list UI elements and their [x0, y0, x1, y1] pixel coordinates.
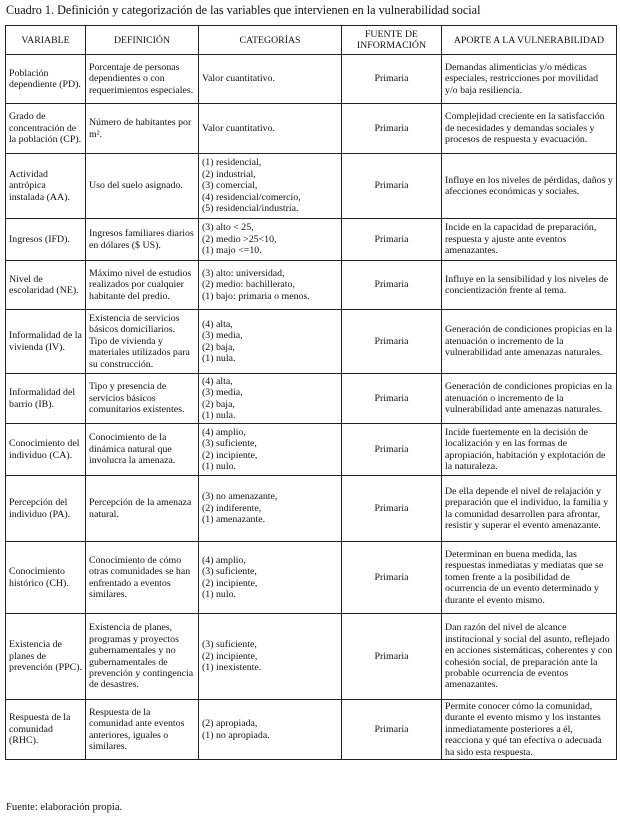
- cell-variable: Informalidad del barrio (IB).: [6, 374, 86, 424]
- table-caption: Cuadro 1. Definición y categorización de las variables que intervienen en la vulnerabilidad social: [6, 3, 481, 17]
- cell-fuente: Primaria: [342, 310, 442, 374]
- category-item: (1) nula.: [202, 409, 236, 421]
- header-row: [6, 26, 617, 55]
- cell-fuente: Primaria: [342, 614, 442, 700]
- cell-definicion: Ingresos familiares diarios en dólares ($ US).: [86, 219, 199, 261]
- table-row: [6, 261, 617, 310]
- cell-aporte: Incide fuertemente en la decisión de localización y en las formas de apropiación, habitación y explotación de la naturaleza.: [442, 424, 617, 476]
- category-item: (2) baja,: [202, 398, 235, 410]
- table-row: [6, 219, 617, 261]
- cell-aporte: Influye en la sensibilidad y los niveles de concientización frente al tema.: [442, 261, 617, 310]
- cell-variable: Actividad antrópica instalada (AA).: [6, 154, 86, 219]
- category-item: (2) indiferente,: [202, 502, 262, 514]
- category-item: (1) bajo: primaria o menos.: [202, 290, 310, 302]
- category-item: (1) nulo.: [202, 588, 237, 600]
- cell-categorias: [199, 542, 342, 614]
- category-item: (2) medio >25<10,: [202, 233, 277, 245]
- cell-fuente: Primaria: [342, 104, 442, 154]
- cell-definicion: Máximo nivel de estudios realizados por cualquier habitante del predio.: [86, 261, 199, 310]
- category-item: (2) medio: bachillerato,: [202, 279, 295, 291]
- category-item: (3) media,: [202, 330, 243, 342]
- category-item: (2) incipiente,: [202, 577, 258, 589]
- cell-variable: Ingresos (IFD).: [6, 219, 86, 261]
- category-item: (1) amenazante.: [202, 514, 266, 526]
- cell-definicion: Conocimiento de la dinámica natural que involucra la amenaza.: [86, 424, 199, 476]
- category-item: (3) suficiente,: [202, 639, 257, 651]
- cell-definicion: Conocimiento de cómo otras comunidades se han enfrentado a eventos similares.: [86, 542, 199, 614]
- category-item: (2) apropiada,: [202, 718, 258, 730]
- cell-variable: Población dependiente (PD).: [6, 55, 86, 104]
- cell-fuente: Primaria: [342, 219, 442, 261]
- variables-table: [5, 25, 617, 760]
- category-item: (3) no amenazante,: [202, 491, 278, 503]
- category-item: (2) industrial,: [202, 168, 256, 180]
- category-item: (4) alta,: [202, 375, 233, 387]
- cell-variable: Informalidad de la vivienda (IV).: [6, 310, 86, 374]
- table-row: [6, 476, 617, 542]
- category-item: (1) majo <=10.: [202, 245, 262, 257]
- header-aporte: APORTE A LA VULNERABILIDAD: [442, 26, 617, 55]
- cell-categorias: [199, 104, 342, 154]
- cell-definicion: Uso del suelo asignado.: [86, 154, 199, 219]
- cell-categorias: [199, 476, 342, 542]
- category-item: (2) incipiente,: [202, 449, 258, 461]
- cell-aporte: Incide en la capacidad de preparación, respuesta y ajuste ante eventos amenazantes.: [442, 219, 617, 261]
- category-item: (3) comercial,: [202, 180, 258, 192]
- cell-variable: Nivel de escolaridad (NE).: [6, 261, 86, 310]
- cell-fuente: Primaria: [342, 476, 442, 542]
- category-item: (3) alto: universidad,: [202, 267, 285, 279]
- cell-categorias: [199, 424, 342, 476]
- category-item: (2) baja,: [202, 341, 235, 353]
- table-row: [6, 542, 617, 614]
- category-item: (1) nulo.: [202, 460, 237, 472]
- cell-categorias: [199, 154, 342, 219]
- cell-variable: Percepción del individuo (PA).: [6, 476, 86, 542]
- category-item: (5) residencial/industria.: [202, 203, 299, 215]
- cell-aporte: Determinan en buena medida, las respuestas inmediatas y mediatas que se tomen frente a la posibilidad de ocurrencia de un evento determinado y durante el evento mismo.: [442, 542, 617, 614]
- category-item: (4) amplio,: [202, 554, 246, 566]
- table-row: [6, 424, 617, 476]
- cell-fuente: Primaria: [342, 542, 442, 614]
- cell-variable: Conocimiento histórico (CH).: [6, 542, 86, 614]
- cell-aporte: De ella depende el nivel de relajación y preparación que el individuo, la familia y la comunidad desarrollen para afrontar, resistir y superar el evento amenazante.: [442, 476, 617, 542]
- table-row: [6, 614, 617, 700]
- cell-categorias: [199, 55, 342, 104]
- category-item: (1) no apropiada.: [202, 729, 270, 741]
- category-item: Valor cuantitativo.: [202, 73, 275, 85]
- table-row: [6, 700, 617, 760]
- category-item: Valor cuantitativo.: [202, 122, 275, 134]
- cell-fuente: Primaria: [342, 374, 442, 424]
- table-row: [6, 55, 617, 104]
- header-fuente: FUENTE DE INFORMACIÓN: [342, 26, 442, 55]
- category-item: (3) suficiente,: [202, 438, 257, 450]
- cell-aporte: Generación de condiciones propicias en la atenuación o incremento de la vulnerabilidad ante amenazas naturales.: [442, 310, 617, 374]
- cell-aporte: Complejidad creciente en la satisfacción de necesidades y demandas sociales y procesos de respuesta y evacuación.: [442, 104, 617, 154]
- category-item: (1) nula.: [202, 352, 236, 364]
- cell-categorias: [199, 261, 342, 310]
- category-item: (1) residencial,: [202, 157, 262, 169]
- cell-fuente: Primaria: [342, 154, 442, 219]
- cell-variable: Grado de concentración de la población (CP).: [6, 104, 86, 154]
- category-item: (4) alta,: [202, 318, 233, 330]
- cell-aporte: Generación de condiciones propicias en la atenuación o incremento de la vulnerabilidad ante amenazas naturales.: [442, 374, 617, 424]
- cell-definicion: Percepción de la amenaza natural.: [86, 476, 199, 542]
- cell-aporte: Permite conocer cómo la comunidad, durante el evento mismo y los instantes inmediatamente posteriores a él, reacciona y qué tan efectiva o adecuada ha sido esta respuesta.: [442, 700, 617, 760]
- cell-definicion: Existencia de planes, programas y proyectos gubernamentales y no gubernamentales de prevención y contingencia de desastres.: [86, 614, 199, 700]
- cell-definicion: Número de habitantes por m².: [86, 104, 199, 154]
- header-definicion: DEFINICIÓN: [86, 26, 199, 55]
- cell-aporte: Influye en los niveles de pérdidas, daños y afecciones económicas y sociales.: [442, 154, 617, 219]
- category-item: (2) incipiente,: [202, 650, 258, 662]
- source-note: Fuente: elaboración propia.: [6, 802, 123, 813]
- header-categorias: CATEGORÍAS: [199, 26, 342, 55]
- cell-fuente: Primaria: [342, 424, 442, 476]
- cell-categorias: [199, 374, 342, 424]
- cell-aporte: Dan razón del nivel de alcance institucional y social del asunto, reflejado en acciones sistemáticas, coherentes y con cohesión social, de preparación ante la probable ocurrencia de eventos amenazantes.: [442, 614, 617, 700]
- cell-definicion: Porcentaje de personas dependientes o con requerimientos especiales.: [86, 55, 199, 104]
- cell-categorias: [199, 219, 342, 261]
- category-item: (3) suficiente,: [202, 566, 257, 578]
- cell-variable: Existencia de planes de prevención (PPC).: [6, 614, 86, 700]
- category-item: (4) residencial/comercio,: [202, 191, 301, 203]
- cell-aporte: Demandas alimenticias y/o médicas especiales, restricciones por movilidad y/o baja resiliencia.: [442, 55, 617, 104]
- category-item: (3) media,: [202, 387, 243, 399]
- header-variable: VARIABLE: [6, 26, 86, 55]
- category-item: (3) alto < 25,: [202, 222, 254, 234]
- cell-definicion: Respuesta de la comunidad ante eventos anteriores, iguales o similares.: [86, 700, 199, 760]
- cell-categorias: [199, 700, 342, 760]
- cell-definicion: Tipo y presencia de servicios básicos comunitarios existentes.: [86, 374, 199, 424]
- cell-variable: Respuesta de la comunidad (RHC).: [6, 700, 86, 760]
- table-row: [6, 154, 617, 219]
- cell-fuente: Primaria: [342, 261, 442, 310]
- category-item: (4) amplio,: [202, 426, 246, 438]
- cell-categorias: [199, 310, 342, 374]
- cell-categorias: [199, 614, 342, 700]
- cell-definicion: Existencia de servicios básicos domiciliarios. Tipo de vivienda y materiales utilizados para su construcción.: [86, 310, 199, 374]
- category-item: (1) inexistente.: [202, 662, 262, 674]
- cell-fuente: Primaria: [342, 700, 442, 760]
- cell-fuente: Primaria: [342, 55, 442, 104]
- table-row: [6, 104, 617, 154]
- table-row: [6, 374, 617, 424]
- table-row: [6, 310, 617, 374]
- cell-variable: Conocimiento del individuo (CA).: [6, 424, 86, 476]
